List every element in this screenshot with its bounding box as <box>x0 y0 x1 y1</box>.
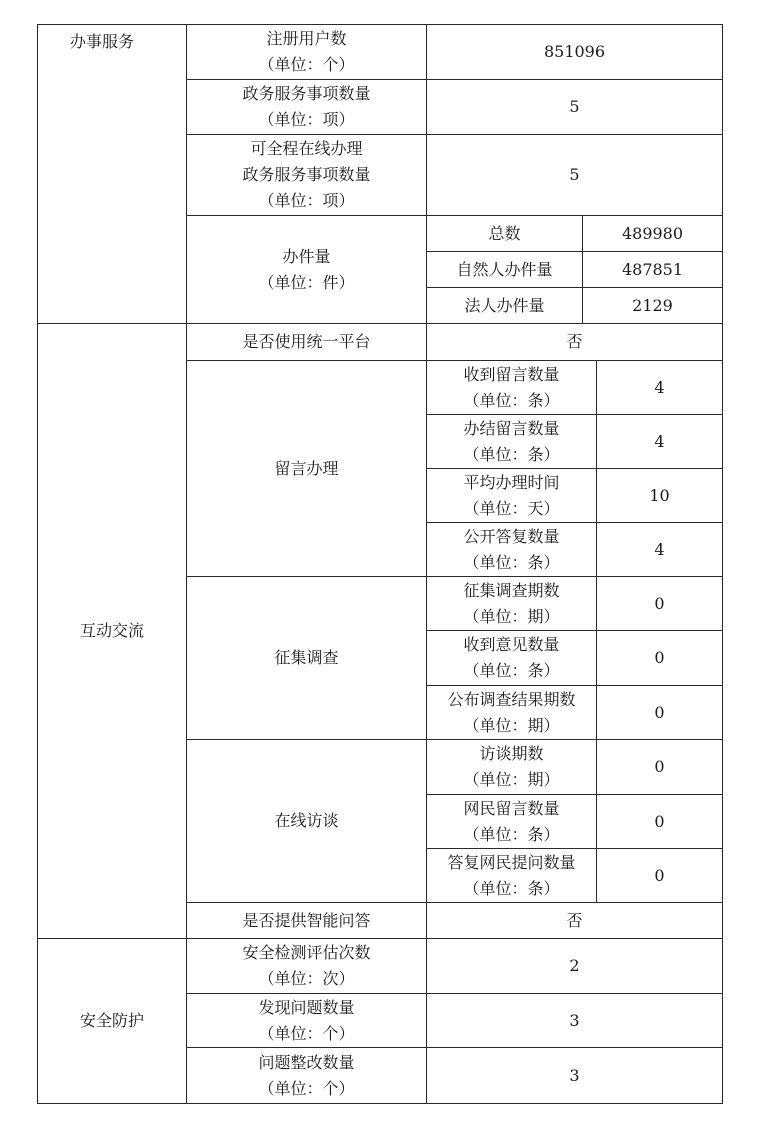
surveys-group-label: 征集调查 <box>186 576 427 740</box>
case-volume-row-label: 法人办件量 <box>426 287 583 324</box>
interviews-group-label: 在线访谈 <box>186 739 427 903</box>
unified-platform-label: 是否使用统一平台 <box>186 323 427 361</box>
full-online-items-value: 5 <box>426 134 723 216</box>
messages-row-label: 办结留言数量 （单位：条） <box>426 414 597 469</box>
security-row-value: 2 <box>426 938 723 994</box>
service-items-label: 政务服务事项数量 （单位：项） <box>186 79 427 135</box>
security-row-value: 3 <box>426 993 723 1048</box>
surveys-row-value: 0 <box>596 576 723 631</box>
unified-platform-value: 否 <box>426 323 723 361</box>
messages-row-label: 收到留言数量 （单位：条） <box>426 360 597 415</box>
messages-row-label: 平均办理时间 （单位：天） <box>426 468 597 523</box>
security-row-label: 问题整改数量 （单位：个） <box>186 1047 427 1104</box>
interviews-row-value: 0 <box>596 848 723 903</box>
case-volume-row-value: 489980 <box>582 215 723 252</box>
section-security <box>37 938 187 1104</box>
interviews-row-value: 0 <box>596 739 723 795</box>
section-label: 办事服务 <box>70 32 135 51</box>
full-online-items-label: 可全程在线办理 政务服务事项数量 （单位：项） <box>186 134 427 216</box>
interviews-row-value: 0 <box>596 794 723 849</box>
surveys-row-value: 0 <box>596 630 723 686</box>
case-volume-row-value: 2129 <box>582 287 723 324</box>
case-volume-row-label: 总数 <box>426 215 583 252</box>
case-volume-row-label: 自然人办件量 <box>426 251 583 288</box>
section-office-services <box>37 24 187 324</box>
section-interaction <box>37 323 187 939</box>
security-row-value: 3 <box>426 1047 723 1104</box>
messages-group-label: 留言办理 <box>186 360 427 577</box>
surveys-row-label: 公布调查结果期数 （单位：期） <box>426 685 597 740</box>
interviews-row-label: 访谈期数 （单位：期） <box>426 739 597 795</box>
messages-row-value: 4 <box>596 360 723 415</box>
smart-qa-label: 是否提供智能问答 <box>186 902 427 939</box>
section-label: 安全防护 <box>79 1011 144 1030</box>
interviews-row-label: 网民留言数量 （单位：条） <box>426 794 597 849</box>
case-volume-label: 办件量 （单位：件） <box>186 215 427 324</box>
messages-row-label: 公开答复数量 （单位：条） <box>426 522 597 577</box>
messages-row-value: 10 <box>596 468 723 523</box>
messages-row-value: 4 <box>596 414 723 469</box>
messages-row-value: 4 <box>596 522 723 577</box>
case-volume-row-value: 487851 <box>582 251 723 288</box>
smart-qa-value: 否 <box>426 902 723 939</box>
section-label: 互动交流 <box>79 621 144 640</box>
interviews-row-label: 答复网民提问数量 （单位：条） <box>426 848 597 903</box>
registered-users-label: 注册用户数 （单位：个） <box>186 24 427 80</box>
security-row-label: 发现问题数量 （单位：个） <box>186 993 427 1048</box>
registered-users-value: 851096 <box>426 24 723 80</box>
security-row-label: 安全检测评估次数 （单位：次） <box>186 938 427 994</box>
service-items-value: 5 <box>426 79 723 135</box>
surveys-row-label: 征集调查期数 （单位：期） <box>426 576 597 631</box>
surveys-row-value: 0 <box>596 685 723 740</box>
surveys-row-label: 收到意见数量 （单位：条） <box>426 630 597 686</box>
